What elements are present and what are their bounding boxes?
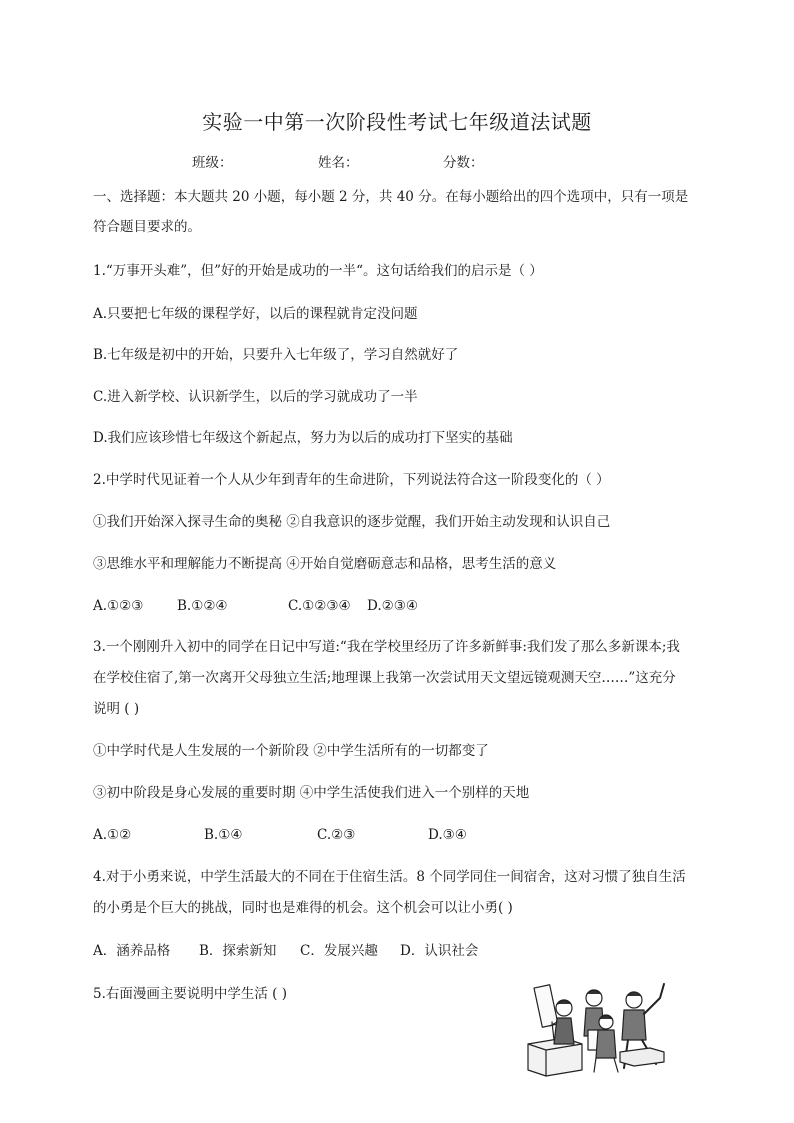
q2-option-c: C.①②③④ — [288, 598, 351, 614]
comic-illustration — [524, 978, 674, 1078]
q4-option-b: B．探索新知 — [199, 943, 277, 959]
exam-title: 实验一中第一次阶段性考试七年级道法试题 — [202, 110, 592, 134]
q4-option-a: A．涵养品格 — [93, 943, 171, 959]
q1-option-c: C.进入新学校、认识新学生，以后的学习就成功了一半 — [93, 389, 418, 405]
section-instructions-line2: 符合题目要求的。 — [93, 219, 201, 235]
q2-option-d: D.②③④ — [367, 598, 418, 614]
score-field-label: 分数： — [443, 155, 484, 171]
q4-stem-line1: 4.对于小勇来说，中学生活最大的不同在于住宿生活。8 个同学同住一间宿舍，这对习惯了独自生活 — [93, 869, 686, 885]
q1-option-d: D.我们应该珍惜七年级这个新起点，努力为以后的成功打下坚实的基础 — [93, 430, 513, 446]
q2-option-b: B.①②④ — [177, 598, 228, 614]
class-field-label: 班级： — [192, 155, 233, 171]
q3-statements-2: ③初中阶段是身心发展的重要时期 ④中学生活使我们进入一个别样的天地 — [93, 785, 530, 801]
q2-statements-1: ①我们开始深入探寻生命的奥秘 ②自我意识的逐步觉醒，我们开始主动发现和认识自己 — [93, 514, 611, 530]
q4-options — [93, 942, 478, 960]
q1-option-a: A.只要把七年级的课程学好，以后的课程就肯定没问题 — [93, 306, 418, 322]
q1-stem: 1.“万事开头难”，但”好的开始是成功的一半“。这句话给我们的启示是（ ） — [93, 263, 543, 279]
q3-stem-line1: 3.一个刚刚升入初中的同学在日记中写道:“我在学校里经历了许多新鲜事:我们发了那么多新课本;我 — [93, 639, 680, 655]
q3-options — [93, 826, 467, 844]
q2-options — [93, 597, 418, 615]
q3-option-b: B.①④ — [204, 827, 243, 843]
q3-statements-1: ①中学时代是人生发展的一个新阶段 ②中学生活所有的一切都变了 — [93, 743, 489, 759]
section-instructions-line1: 一、选择题：本大题共 20 小题，每小题 2 分，共 40 分。在每小题给出的四个选项中，只有一项是 — [93, 189, 689, 205]
q4-stem-line2: 的小勇是个巨大的挑战，同时也是难得的机会。这个机会可以让小勇( ) — [93, 900, 513, 916]
q3-option-d: D.③④ — [428, 827, 467, 843]
q3-stem-line2: 在学校住宿了,第一次离开父母独立生活;地理课上我第一次尝试用天文望远镜观测天空……”这充分 — [93, 670, 676, 686]
q2-statements-2: ③思维水平和理解能力不断提高 ④开始自觉磨砺意志和品格，思考生活的意义 — [93, 556, 557, 572]
q1-option-b: B.七年级是初中的开始，只要升入七年级了，学习自然就好了 — [93, 347, 459, 363]
name-field-label: 姓名： — [318, 155, 359, 171]
q4-option-d: D．认识社会 — [400, 943, 479, 959]
q3-option-c: C.②③ — [317, 827, 356, 843]
q3-stem-line3: 说明 ( ) — [93, 701, 140, 717]
q5-stem: 5.右面漫画主要说明中学生活 ( ) — [93, 986, 287, 1002]
q2-stem: 2.中学时代见证着一个人从少年到青年的生命进阶，下列说法符合这一阶段变化的（ ） — [93, 472, 610, 488]
q2-option-a: A.①②③ — [93, 598, 144, 614]
q4-option-c: C．发展兴趣 — [300, 943, 378, 959]
q3-option-a: A.①② — [93, 827, 132, 843]
